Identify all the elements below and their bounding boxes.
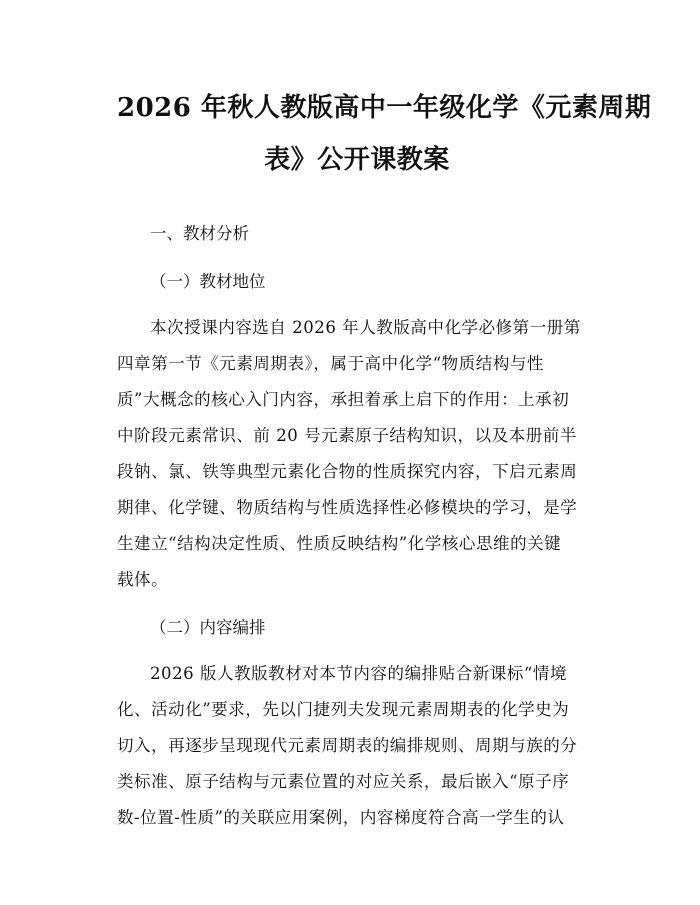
paragraph-line: 生建立“结构决定性质、性质反映结构”化学核心思维的关键 [117, 534, 562, 553]
title-line-2: 表》公开课教案 [264, 145, 450, 175]
paragraph-line: 本次授课内容选自 2026 年人教版高中化学必修第一册第 [150, 318, 581, 337]
paragraph-line: 切入，再逐步呈现现代元素周期表的编排规则、周期与族的分 [117, 736, 578, 755]
subsection-heading-textbook-status: （一）教材地位 [150, 272, 266, 291]
paragraph-line: 数-位置-性质”的关联应用案例，内容梯度符合高一学生的认 [117, 808, 565, 827]
paragraph-line: 载体。 [117, 570, 169, 589]
paragraph-content-arrangement [117, 656, 597, 836]
paragraph-line: 质”大概念的核心入门内容，承担着承上启下的作用：上承初 [117, 390, 570, 409]
section-heading-textbook-analysis: 一、教材分析 [150, 224, 249, 243]
paragraph-line: 2026 版人教版教材对本节内容的编排贴合新课标“情境 [150, 664, 568, 683]
paragraph-textbook-status [117, 310, 597, 598]
document-title [117, 0, 652, 186]
paragraph-line: 中阶段元素常识、前 20 号元素原子结构知识，以及本册前半 [117, 426, 577, 445]
paragraph-line: 四章第一节《元素周期表》，属于高中化学“物质结构与性 [117, 354, 544, 373]
title-line-1: 2026 年秋人教版高中一年级化学《元素周期 [117, 93, 652, 123]
subsection-heading-content-arrangement: （二）内容编排 [150, 618, 266, 637]
paragraph-line: 段钠、氯、铁等典型元素化合物的性质探究内容，下启元素周 [117, 462, 578, 481]
paragraph-line: 期律、化学键、物质结构与性质选择性必修模块的学习，是学 [117, 498, 578, 517]
paragraph-line: 类标准、原子结构与元素位置的对应关系，最后嵌入“原子序 [117, 772, 570, 791]
paragraph-line: 化、活动化”要求，先以门捷列夫发现元素周期表的化学史为 [117, 700, 570, 719]
